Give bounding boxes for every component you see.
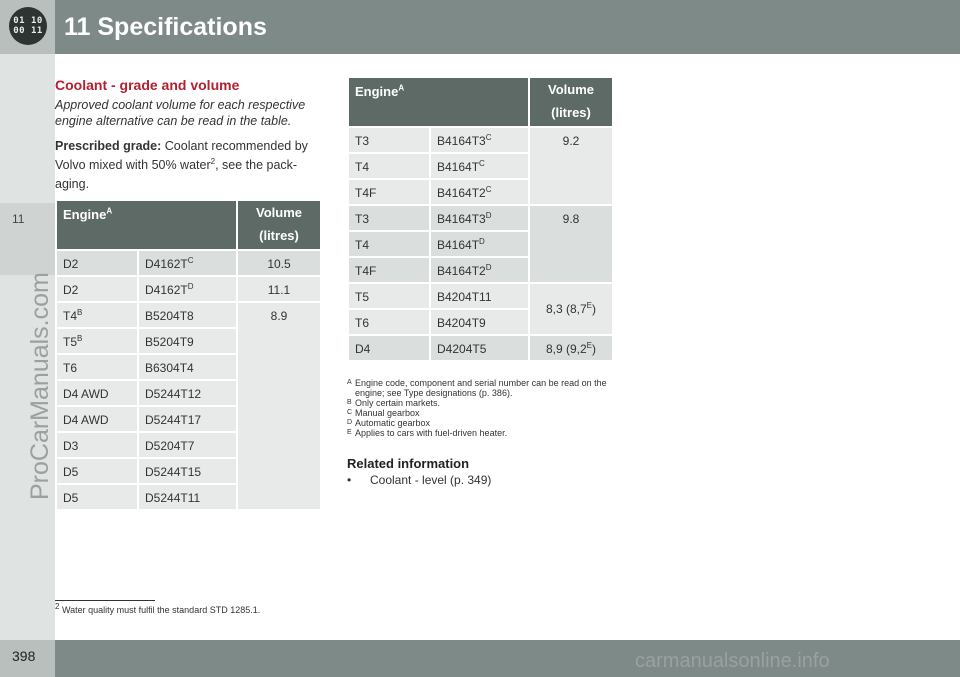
footnote-mark: E	[347, 429, 352, 436]
side-watermark[interactable]: ProCarManuals.com	[26, 272, 54, 500]
engine-cell: T6	[57, 355, 137, 379]
bottom-watermark[interactable]: carmanualsonline.info	[635, 650, 830, 672]
engine-cell: T3	[349, 128, 429, 152]
footnote-item	[347, 428, 612, 438]
page-number: 398	[12, 648, 36, 664]
related-link-text[interactable]: Coolant - level (p. 349)	[370, 473, 492, 487]
table-row	[57, 251, 320, 275]
engine-code-cell: $D4162T^D$	[139, 277, 236, 301]
prescribed-text: Coolant recommended by Volvo mixed with 50% water	[55, 139, 308, 172]
footnote-item	[347, 408, 612, 418]
footnote-text: Automatic gearbox	[355, 418, 431, 428]
footnote-item	[347, 378, 612, 398]
binary-chapter-icon	[9, 7, 47, 45]
table-row	[349, 128, 612, 152]
prescribed-text-end: , see the pack-aging.	[55, 158, 298, 191]
footnote-item	[347, 418, 612, 428]
footnote-text[interactable]: Engine code, component and serial number can be read on the engine; see Type designations (p. 386).	[355, 378, 607, 398]
engine-cell: D3	[57, 433, 137, 457]
engine-cell: T6	[349, 310, 429, 334]
footnote-text: Only certain markets.	[355, 398, 441, 408]
table-row	[349, 206, 612, 230]
engine-code-cell: D5244T15	[139, 459, 236, 483]
volume-cell: 10.5	[238, 251, 320, 275]
footnote-mark: 2	[55, 602, 60, 611]
page-footnote	[55, 602, 261, 615]
volume-header: Volume (litres)	[238, 201, 320, 249]
footnote-mark: A	[347, 379, 352, 386]
engine-cell: $T5^B$	[57, 329, 137, 353]
engine-cell: D5	[57, 459, 137, 483]
coolant-table-right	[347, 76, 614, 362]
footnote-text: Water quality must fulfil the standard STD 1285.1.	[61, 605, 261, 615]
footnote-text: Applies to cars with fuel-driven heater.	[355, 428, 508, 438]
prescribed-grade-text	[55, 137, 320, 194]
footnote-mark: C	[347, 409, 353, 416]
bullet: •	[347, 473, 352, 487]
footnote-divider	[55, 600, 155, 601]
coolant-table-left	[55, 199, 322, 511]
volume-cell: 9.2	[530, 128, 612, 204]
engine-code-cell: D5244T11	[139, 485, 236, 509]
footnote-ref: 2	[210, 156, 216, 166]
engine-code-cell: B4204T11	[431, 284, 528, 308]
volume-cell: 11.1	[238, 277, 320, 301]
related-info-title: Related information	[347, 456, 470, 471]
engine-code-cell: B6304T4	[139, 355, 236, 379]
chapter-title: 11 Specifications	[64, 13, 267, 41]
table-footnotes	[347, 378, 612, 438]
chapter-icon-line: 01 10	[13, 16, 43, 26]
engine-cell: T4F	[349, 180, 429, 204]
engine-cell: T4	[349, 232, 429, 256]
related-link-coolant-level[interactable]	[347, 473, 491, 487]
engine-cell: D4	[349, 336, 429, 360]
engine-code-cell: D5244T17	[139, 407, 236, 431]
engine-code-cell: $B4164T^C$	[431, 154, 528, 178]
volume-cell: 8,3 $(8,7^E)$	[530, 284, 612, 334]
section-title: Coolant - grade and volume	[55, 77, 240, 93]
engine-code-cell: $B4164T2^C$	[431, 180, 528, 204]
sidebar-chapter-tab	[0, 203, 55, 275]
engine-cell: D4 AWD	[57, 407, 137, 431]
engine-cell: $T4^B$	[57, 303, 137, 327]
engine-code-cell: D5204T7	[139, 433, 236, 457]
engine-cell: D4 AWD	[57, 381, 137, 405]
footnote-mark: D	[347, 419, 353, 426]
engine-code-cell: B5204T9	[139, 329, 236, 353]
table-row	[57, 277, 320, 301]
engine-header: Engine$^A$	[349, 78, 528, 126]
engine-code-cell: $B4164T3^C$	[431, 128, 528, 152]
engine-cell: T4F	[349, 258, 429, 282]
engine-code-cell: $B4164T2^D$	[431, 258, 528, 282]
engine-code-cell: $D4162T^C$	[139, 251, 236, 275]
engine-code-cell: $B4164T^D$	[431, 232, 528, 256]
engine-code-cell: $B4164T3^D$	[431, 206, 528, 230]
prescribed-label: Prescribed grade:	[55, 139, 162, 153]
table-row	[349, 284, 612, 308]
engine-cell: D2	[57, 277, 137, 301]
engine-cell: D5	[57, 485, 137, 509]
footnote-item	[347, 398, 612, 408]
volume-cell: 8.9	[238, 303, 320, 509]
footnote-mark: B	[347, 399, 352, 406]
engine-code-cell: B5204T8	[139, 303, 236, 327]
table-row	[57, 303, 320, 327]
engine-cell: D2	[57, 251, 137, 275]
engine-cell: T4	[349, 154, 429, 178]
engine-code-cell: B4204T9	[431, 310, 528, 334]
intro-text: Approved coolant volume for each respective engine alternative can be read in the table.	[55, 98, 306, 128]
sidebar-chapter-number: 11	[12, 212, 25, 226]
table-row	[349, 336, 612, 360]
engine-header: Engine$^A$	[57, 201, 236, 249]
engine-code-cell: D4204T5	[431, 336, 528, 360]
footnote-text: Manual gearbox	[355, 408, 420, 418]
engine-cell: T3	[349, 206, 429, 230]
volume-cell: 8,9 $(9,2^E)$	[530, 336, 612, 360]
chapter-icon-line: 00 11	[13, 26, 43, 36]
engine-cell: T5	[349, 284, 429, 308]
engine-code-cell: D5244T12	[139, 381, 236, 405]
volume-cell: 9.8	[530, 206, 612, 282]
volume-header: Volume (litres)	[530, 78, 612, 126]
